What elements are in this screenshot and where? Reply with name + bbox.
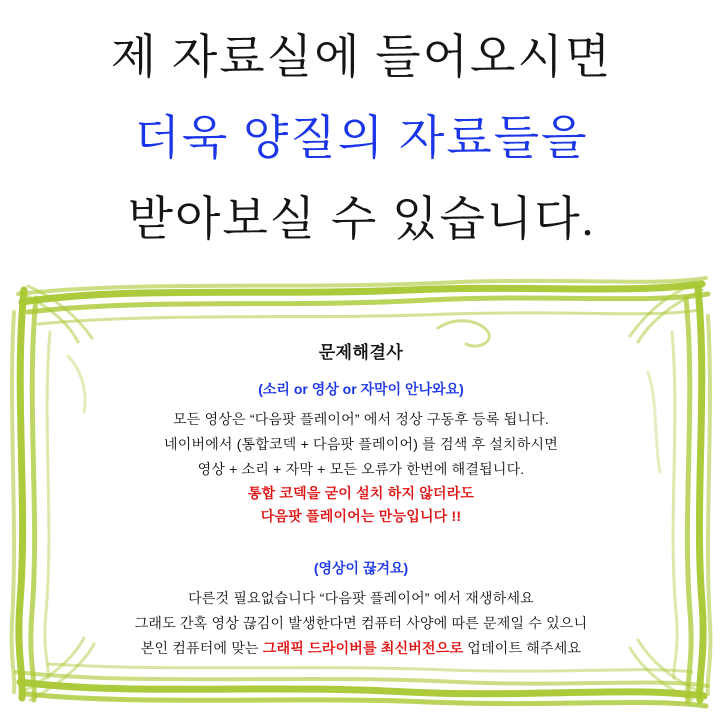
section-2-heading: (영상이 끊겨요) <box>313 560 409 576</box>
section-2-line-3-suffix: 업데이트 해주세요 <box>463 640 582 656</box>
note-section-1 <box>8 379 714 528</box>
section-1-heading: (소리 or 영상 or 자막이 안나와요) <box>258 381 464 397</box>
section-2-line-3-prefix: 본인 컴퓨터에 맞는 <box>140 640 263 656</box>
section-2-line-2: 그래도 간혹 영상 끊김이 발생한다면 컴퓨터 사양에 따른 문제일 수 있으니 <box>134 615 588 631</box>
note-content <box>8 272 714 712</box>
note-section-2 <box>8 558 714 661</box>
section-1-line-1: 모든 영상은 “다음팟 플레이어” 에서 정상 구동후 등록 됩니다. <box>173 411 549 427</box>
headline-block <box>0 18 723 261</box>
section-2-line-1: 다른것 필요없습니다 “다음팟 플레이어” 에서 재생하세요 <box>188 590 534 606</box>
headline-line-3: 받아보실 수 있습니다. <box>127 194 596 246</box>
section-2-line-3 <box>8 636 714 661</box>
headline-line-2: 더욱 양질의 자료들을 <box>134 113 589 165</box>
headline-line-1: 제 자료실에 들어오시면 <box>110 32 613 84</box>
section-1-line-5: 다음팟 플레이어는 만능입니다 !! <box>260 508 462 524</box>
section-2-line-3-highlight: 그래픽 드라이버를 최신버전으로 <box>262 640 464 656</box>
section-1-line-2: 네이버에서 (통합코덱 + 다음팟 플레이어) 를 검색 후 설치하시면 <box>164 436 558 452</box>
section-1-line-4: 통합 코덱을 굳이 설치 하지 않더라도 <box>247 485 475 501</box>
section-1-line-3: 영상 + 소리 + 자막 + 모든 오류가 한번에 해결됩니다. <box>197 461 525 477</box>
note-title: 문제해결사 <box>318 343 404 362</box>
